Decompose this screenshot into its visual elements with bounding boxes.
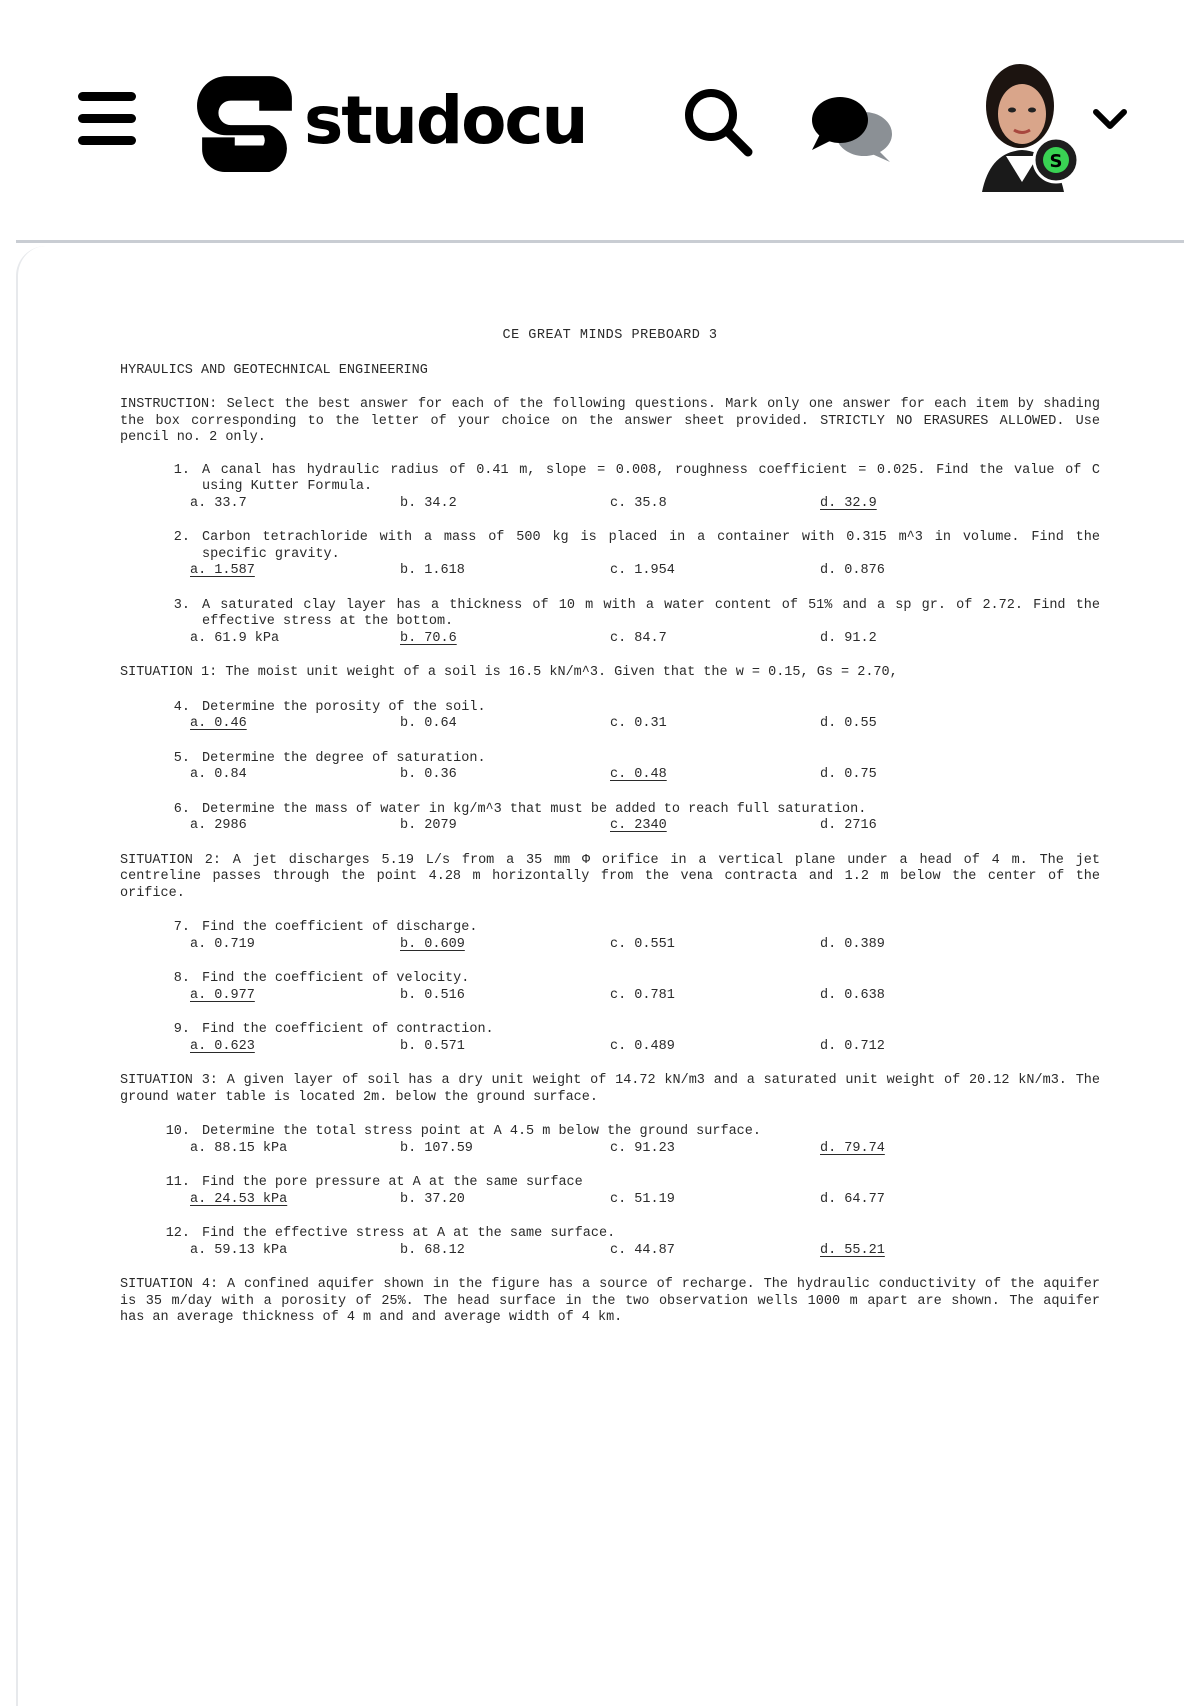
answer-option — [400, 818, 610, 835]
answer-option-label: d. 55.21 — [820, 1242, 885, 1258]
question-number: 8. — [173, 971, 190, 986]
answer-option — [190, 937, 400, 954]
question-number: 2. — [173, 530, 190, 545]
answer-option — [610, 937, 820, 954]
question-text: A saturated clay layer has a thickness of 10 m with a water content of 51% and a sp gr. of 2.72. Find the effective stress at the bottom. — [202, 597, 1100, 629]
answer-option — [400, 716, 610, 733]
answer-option — [190, 496, 400, 513]
answer-option-label: c. 0.551 — [610, 936, 675, 952]
app-header — [0, 0, 1200, 240]
answer-option-selected — [400, 937, 610, 954]
answer-option — [820, 767, 1030, 784]
answer-option-label: d. 64.77 — [820, 1191, 885, 1207]
question-item — [154, 463, 1100, 496]
answer-option — [610, 1039, 820, 1056]
question-text: Find the coefficient of contraction. — [202, 1022, 494, 1037]
answer-option-label: b. 2079 — [400, 818, 457, 833]
question-item — [154, 530, 1100, 563]
answer-option — [190, 631, 400, 648]
answer-options — [190, 631, 1100, 648]
instruction-text: INSTRUCTION: Select the best answer for each of the following questions. Mark only one answer for each item by shading the box corresponding to the letter of your choice on the answer sheet provided. STRICTLY NO ERASURES ALLOWED. Use pencil no. 2 only. — [120, 397, 1100, 445]
answer-option — [610, 988, 820, 1005]
answer-option — [820, 716, 1030, 733]
answer-option-label: b. 34.2 — [400, 495, 457, 511]
answer-option — [400, 1141, 610, 1158]
chevron-down-icon[interactable] — [1090, 106, 1130, 134]
answer-options — [190, 1192, 1100, 1209]
question-text: Find the effective stress at A at the same surface. — [202, 1226, 616, 1241]
answer-option-label: c. 0.48 — [610, 767, 667, 782]
answer-option-selected — [400, 631, 610, 648]
answer-option — [820, 1192, 1030, 1209]
studocu-logo-icon — [196, 70, 298, 172]
answer-options — [190, 496, 1100, 513]
answer-option-selected — [190, 1039, 400, 1056]
question-item — [154, 1124, 1100, 1141]
question-item — [154, 598, 1100, 631]
question-item — [154, 971, 1100, 988]
answer-option-label: b. 107.59 — [400, 1140, 473, 1156]
answer-option — [400, 563, 610, 580]
answer-option — [190, 818, 400, 835]
answer-option — [610, 716, 820, 733]
search-icon[interactable] — [680, 84, 756, 160]
studocu-badge-icon — [1034, 138, 1078, 182]
answer-option — [820, 988, 1030, 1005]
answer-option-label: b. 0.64 — [400, 716, 457, 731]
question-number: 6. — [173, 801, 190, 817]
answer-options — [190, 1243, 1100, 1260]
question-list — [120, 463, 1100, 1327]
question-number: 9. — [173, 1022, 190, 1037]
answer-option-label: a. 0.623 — [190, 1038, 255, 1054]
answer-option-label: b. 0.36 — [400, 767, 457, 782]
answer-option-selected — [610, 818, 820, 835]
answer-option-label: a. 0.46 — [190, 716, 247, 731]
answer-option — [610, 563, 820, 580]
question-number: 7. — [173, 920, 190, 935]
question-item — [154, 802, 1100, 819]
answer-option-label: d. 0.75 — [820, 767, 877, 782]
answer-option-label: a. 2986 — [190, 818, 247, 833]
chat-bubbles-icon[interactable] — [806, 90, 896, 166]
question-item — [154, 700, 1100, 717]
question-number: 11. — [165, 1175, 190, 1190]
answer-option-selected — [190, 563, 400, 580]
user-avatar[interactable] — [960, 56, 1092, 192]
question-item — [154, 1175, 1100, 1192]
answer-option — [400, 988, 610, 1005]
answer-option-label: b. 0.516 — [400, 987, 465, 1003]
answer-option — [610, 1192, 820, 1209]
answer-option-label: d. 0.55 — [820, 716, 877, 731]
question-text: A canal has hydraulic radius of 0.41 m, slope = 0.008, roughness coefficient = 0.025. Find the value of C using Kutter Formula. — [202, 462, 1100, 494]
question-text: Determine the porosity of the soil. — [202, 699, 486, 715]
answer-option — [190, 1141, 400, 1158]
answer-option — [400, 1243, 610, 1260]
answer-option — [610, 631, 820, 648]
question-number: 1. — [173, 462, 190, 478]
question-number: 10. — [165, 1124, 190, 1139]
answer-option-label: d. 0.638 — [820, 987, 885, 1003]
answer-option-selected — [610, 767, 820, 784]
answer-option — [400, 1039, 610, 1056]
question-text: Find the coefficient of discharge. — [202, 920, 478, 935]
question-text: Determine the degree of saturation. — [202, 750, 486, 766]
answer-option-label: a. 33.7 — [190, 495, 247, 511]
answer-option-selected — [820, 1243, 1030, 1260]
header-divider — [16, 240, 1184, 243]
question-text: Find the coefficient of velocity. — [202, 971, 470, 986]
answer-option — [820, 1039, 1030, 1056]
answer-option — [400, 1192, 610, 1209]
logo-text: studocu — [304, 82, 587, 159]
question-number: 3. — [173, 597, 190, 613]
answer-options — [190, 1141, 1100, 1158]
answer-option-label: a. 88.15 kPa — [190, 1140, 288, 1156]
question-item — [154, 751, 1100, 768]
answer-option — [820, 563, 1030, 580]
answer-option — [190, 1243, 400, 1260]
answer-option-label: d. 0.389 — [820, 936, 885, 952]
answer-option-selected — [190, 1192, 400, 1209]
answer-option-selected — [190, 716, 400, 733]
question-text: Find the pore pressure at A at the same surface — [202, 1175, 583, 1190]
answer-option-label: c. 84.7 — [610, 630, 667, 646]
document-subject: HYRAULICS AND GEOTECHNICAL ENGINEERING — [120, 362, 428, 378]
answer-option-label: c. 0.31 — [610, 716, 667, 731]
answer-option-label: d. 0.712 — [820, 1038, 885, 1054]
answer-option — [400, 496, 610, 513]
answer-option — [610, 1141, 820, 1158]
answer-option-label: a. 1.587 — [190, 563, 255, 578]
answer-options — [190, 1039, 1100, 1056]
answer-option-label: c. 0.489 — [610, 1038, 675, 1054]
document-page — [120, 328, 1100, 1345]
answer-option-label: c. 51.19 — [610, 1191, 675, 1207]
answer-option-label: b. 68.12 — [400, 1242, 465, 1258]
answer-option-label: c. 1.954 — [610, 563, 675, 578]
question-text: Carbon tetrachloride with a mass of 500 kg is placed in a container with 0.315 m^3 in volume. Find the specific gravity. — [202, 530, 1100, 562]
answer-options — [190, 767, 1100, 784]
answer-option-label: c. 91.23 — [610, 1140, 675, 1156]
answer-option-label: a. 0.84 — [190, 767, 247, 782]
studocu-logo[interactable] — [196, 66, 616, 176]
answer-option-label: d. 32.9 — [820, 495, 877, 511]
answer-options — [190, 716, 1100, 733]
answer-option-label: b. 1.618 — [400, 563, 465, 578]
answer-option-label: d. 0.876 — [820, 563, 885, 578]
answer-option-label: a. 59.13 kPa — [190, 1242, 288, 1258]
answer-option-label: b. 0.571 — [400, 1038, 465, 1054]
situation-text: SITUATION 2: A jet discharges 5.19 L/s from a 35 mm Φ orifice in a vertical plane under a head of 4 m. The jet centreline passes through the point 4.28 m horizontally from the vena contracta and 1.2 m below the center of the orifice. — [120, 852, 1100, 901]
situation-text: SITUATION 3: A given layer of soil has a dry unit weight of 14.72 kN/m3 and a saturated unit weight of 20.12 kN/m3. The ground water table is located 2m. below the ground surface. — [120, 1073, 1100, 1105]
answer-option-selected — [820, 496, 1030, 513]
answer-option — [820, 631, 1030, 648]
hamburger-menu-icon[interactable] — [78, 92, 136, 146]
answer-option-label: b. 37.20 — [400, 1191, 465, 1207]
answer-options — [190, 937, 1100, 954]
answer-option-label: c. 2340 — [610, 818, 667, 833]
question-text: Determine the total stress point at A 4.5 m below the ground surface. — [202, 1124, 761, 1139]
answer-option — [610, 1243, 820, 1260]
question-item — [154, 1226, 1100, 1243]
answer-option-label: a. 0.719 — [190, 936, 255, 952]
question-item — [154, 920, 1100, 937]
answer-option-label: d. 91.2 — [820, 630, 877, 646]
answer-option-selected — [820, 1141, 1030, 1158]
answer-option-label: b. 70.6 — [400, 630, 457, 646]
answer-option-label: d. 79.74 — [820, 1140, 885, 1156]
answer-option-label: b. 0.609 — [400, 936, 465, 952]
answer-option-label: c. 0.781 — [610, 987, 675, 1003]
question-number: 12. — [165, 1226, 190, 1241]
answer-option-label: a. 0.977 — [190, 987, 255, 1003]
document-title: CE GREAT MINDS PREBOARD 3 — [502, 328, 718, 343]
answer-option-label: c. 44.87 — [610, 1242, 675, 1258]
answer-option — [190, 767, 400, 784]
answer-options — [190, 563, 1100, 580]
question-item — [154, 1022, 1100, 1039]
situation-text: SITUATION 1: The moist unit weight of a soil is 16.5 kN/m^3. Given that the w = 0.15, Gs = 2.70, — [120, 665, 898, 680]
question-number: 4. — [173, 699, 190, 715]
answer-option-selected — [190, 988, 400, 1005]
answer-option-label: a. 24.53 kPa — [190, 1191, 288, 1207]
answer-option-label: d. 2716 — [820, 818, 877, 833]
situation-text: SITUATION 4: A confined aquifer shown in the figure has a source of recharge. The hydraulic conductivity of the aquifer is 35 m/day with a porosity of 25%. The head surface in the two observation wells 1000 m apart are shown. The aquifer has an average thickness of 4 m and and average width of 4 km. — [120, 1277, 1100, 1325]
answer-option — [400, 767, 610, 784]
answer-option — [820, 937, 1030, 954]
answer-option — [610, 496, 820, 513]
svg-text:S: S — [1049, 151, 1063, 172]
question-number: 5. — [173, 750, 190, 766]
answer-options — [190, 818, 1100, 835]
answer-option — [820, 818, 1030, 835]
answer-option-label: c. 35.8 — [610, 495, 667, 511]
answer-option-label: a. 61.9 kPa — [190, 630, 280, 646]
question-text: Determine the mass of water in kg/m^3 that must be added to reach full saturation. — [202, 801, 867, 817]
answer-options — [190, 988, 1100, 1005]
